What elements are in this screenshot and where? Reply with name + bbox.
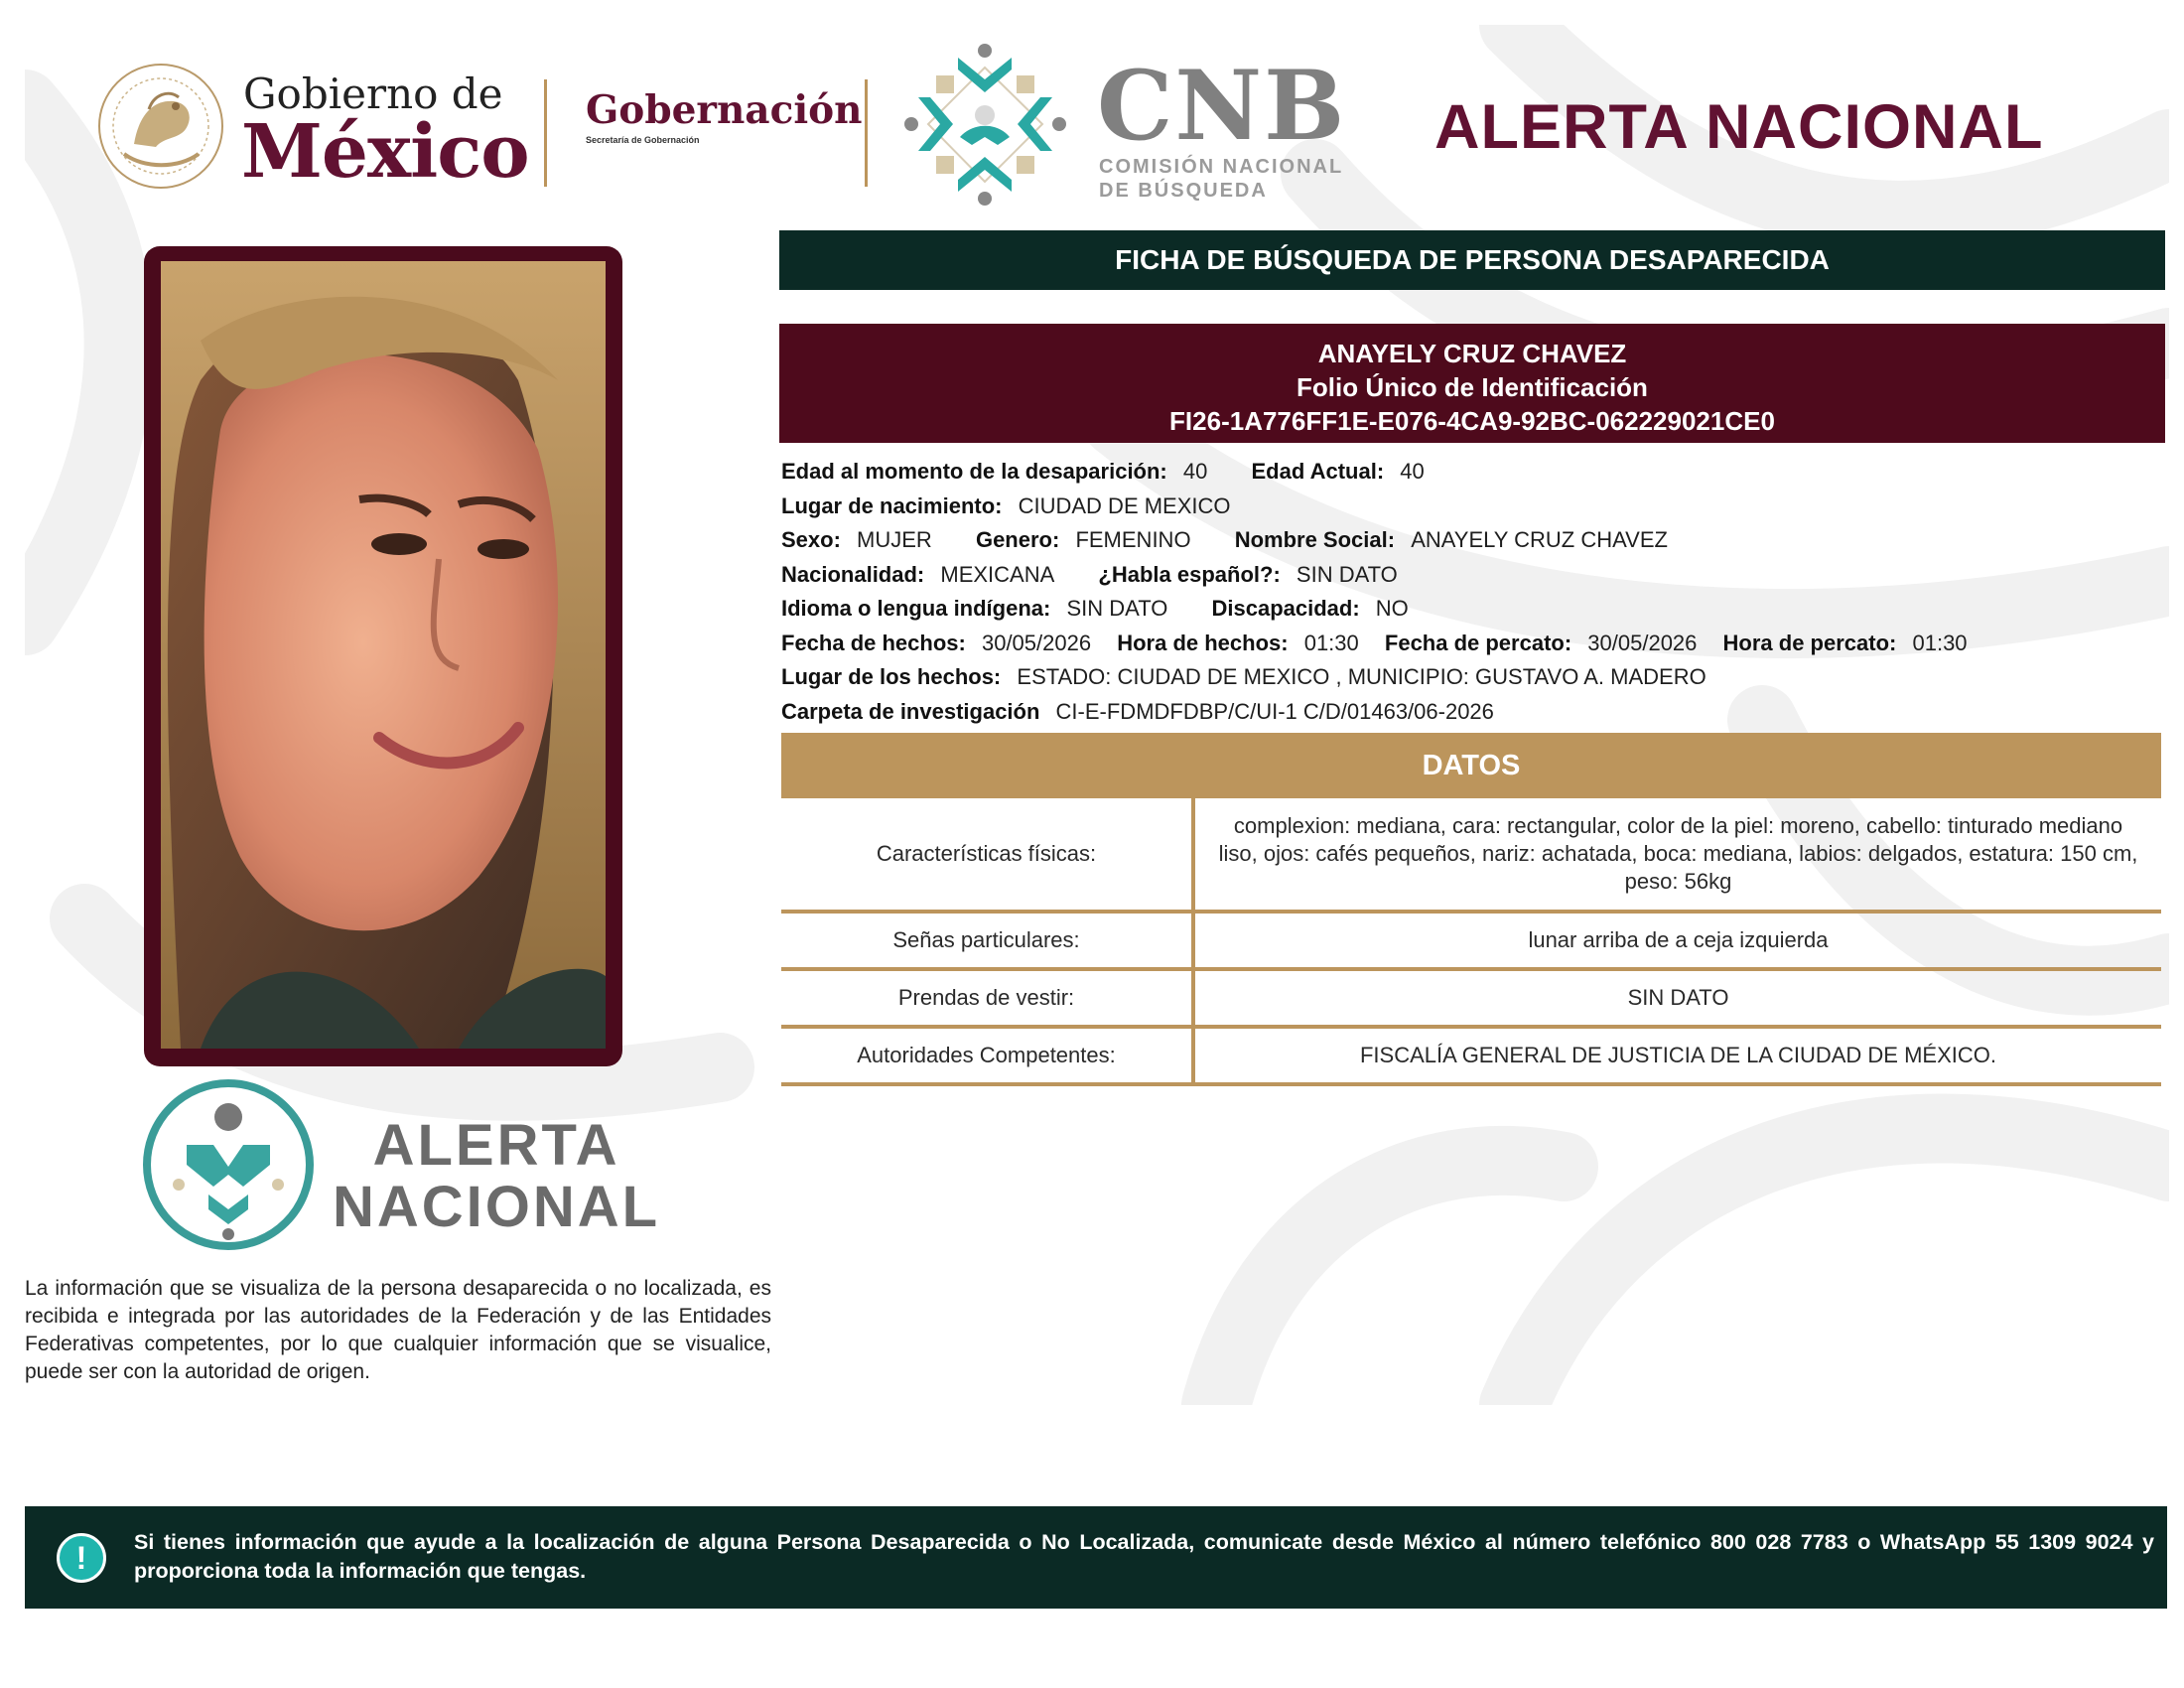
- datos-label: Autoridades Competentes:: [781, 1027, 1193, 1084]
- cnb-title: CNB: [1097, 50, 1347, 162]
- info-row-carpeta: [781, 695, 2161, 730]
- person-name-block: [779, 324, 2165, 443]
- header-separator: [544, 79, 547, 187]
- cnb-subtitle-line2: DE BÚSQUEDA: [1099, 180, 1268, 202]
- alerta-logo-line1: ALERTA: [372, 1113, 620, 1178]
- datos-table: [781, 798, 2161, 1086]
- gobernacion-subtitle: Secretaría de Gobernación: [586, 135, 700, 145]
- gobierno-de-mexico-logo: [94, 60, 529, 195]
- edad-actual-label: Edad Actual:: [1251, 459, 1385, 484]
- table-row: [781, 969, 2161, 1027]
- hora-hechos-label: Hora de hechos:: [1117, 630, 1289, 655]
- disclaimer-text: La información que se visualiza de la persona desaparecida o no localizada, es recibida e integrada por las autoridades de la Federación y de las Entidades Federativas competentes, por lo que cualquier información que se visualice, puede ser con la autoridad de origen.: [25, 1277, 771, 1383]
- hora-percato-value: 01:30: [1912, 630, 1968, 655]
- mexico-text: México: [241, 109, 529, 195]
- fecha-hechos-value: 30/05/2026: [981, 630, 1092, 655]
- gobernacion-title: Gobernación: [586, 87, 863, 133]
- datos-value: lunar arriba de a ceja izquierda: [1193, 912, 2161, 969]
- alerta-logo-text: [333, 1115, 660, 1238]
- sexo-label: Sexo:: [781, 527, 841, 552]
- person-info: [781, 455, 2161, 729]
- nombre-social-label: Nombre Social:: [1234, 527, 1396, 552]
- exclamation-icon: !: [57, 1533, 106, 1583]
- table-row: [781, 1027, 2161, 1084]
- datos-label: Señas particulares:: [781, 912, 1193, 969]
- person-name: ANAYELY CRUZ CHAVEZ: [1317, 339, 1627, 368]
- alerta-nacional-logo: [139, 1075, 665, 1254]
- info-row-sexo: [781, 523, 2161, 558]
- edad-desaparicion-value: 40: [1182, 459, 1208, 484]
- alerta-nacional-title: ALERTA NACIONAL: [1434, 92, 2044, 162]
- habla-espanol-label: ¿Habla español?:: [1098, 561, 1281, 587]
- habla-espanol-value: SIN DATO: [1296, 561, 1398, 587]
- info-row-lugar-hechos: [781, 660, 2161, 695]
- discapacidad-value: NO: [1375, 596, 1409, 621]
- cnb-logo: [898, 38, 1355, 211]
- datos-label: Características físicas:: [781, 798, 1193, 912]
- datos-title-bar: DATOS: [781, 733, 2161, 798]
- carpeta-value: CI-E-FDMDFDBP/C/UI-1 C/D/01463/06-2026: [1055, 698, 1494, 724]
- person-photo-frame: [144, 246, 622, 1066]
- fecha-hechos-label: Fecha de hechos:: [781, 630, 966, 655]
- sexo-value: MUJER: [857, 527, 932, 552]
- ficha-title-bar: FICHA DE BÚSQUEDA DE PERSONA DESAPARECIDA: [779, 230, 2165, 290]
- hora-percato-label: Hora de percato:: [1722, 630, 1897, 655]
- idioma-label: Idioma o lengua indígena:: [781, 596, 1051, 621]
- header-separator: [865, 79, 868, 187]
- info-row-nacionalidad: [781, 558, 2161, 593]
- table-row: [781, 798, 2161, 912]
- info-row-idioma: [781, 592, 2161, 627]
- gobernacion-logo: [586, 87, 863, 157]
- lugar-hechos-value: ESTADO: CIUDAD DE MEXICO , MUNICIPIO: GUSTAVO A. MADERO: [1017, 664, 1706, 689]
- footer-contact-bar: [25, 1506, 2167, 1609]
- footer-contact-text: Si tienes información que ayude a la localización de alguna Persona Desaparecida o No Localizada, comunicate desde México al número telefónico 800 028 7783 o WhatsApp 55 1309 9024 y proporciona toda la información que tengas.: [134, 1530, 2154, 1583]
- alerta-logo-line2: NACIONAL: [333, 1175, 661, 1239]
- person-photo: [161, 261, 606, 1049]
- nombre-social-value: ANAYELY CRUZ CHAVEZ: [1411, 527, 1668, 552]
- discapacidad-label: Discapacidad:: [1211, 596, 1360, 621]
- edad-desaparicion-label: Edad al momento de la desaparición:: [781, 459, 1167, 484]
- escudo-nacional-icon: [94, 60, 228, 194]
- info-row-edad: [781, 455, 2161, 490]
- cnb-subtitle: [1099, 155, 1343, 203]
- datos-value: complexion: mediana, cara: rectangular, color de la piel: moreno, cabello: tinturado mediano liso, ojos: cafés pequeños, nariz: achatada, boca: mediana, labios: delgados, estatura: 150 cm, peso: 56kg: [1193, 798, 2161, 912]
- nacionalidad-value: MEXICANA: [940, 561, 1055, 587]
- folio-number: FI26-1A776FF1E-E076-4CA9-92BC-062229021CE0: [1169, 406, 1775, 436]
- info-row-nacimiento: [781, 490, 2161, 524]
- datos-value: SIN DATO: [1193, 969, 2161, 1027]
- fecha-percato-value: 30/05/2026: [1587, 630, 1698, 655]
- cnb-subtitle-line1: COMISIÓN NACIONAL: [1099, 156, 1344, 178]
- edad-actual-value: 40: [1400, 459, 1425, 484]
- info-row-fechas: [781, 627, 2161, 661]
- table-row: [781, 912, 2161, 969]
- idioma-value: SIN DATO: [1066, 596, 1168, 621]
- carpeta-label: Carpeta de investigación: [781, 698, 1040, 724]
- fecha-percato-label: Fecha de percato:: [1384, 630, 1572, 655]
- lugar-nacimiento-value: CIUDAD DE MEXICO: [1018, 492, 1231, 518]
- folio-label: Folio Único de Identificación: [1297, 372, 1648, 402]
- gobierno-de-text: Gobierno de: [243, 70, 503, 118]
- datos-value: FISCALÍA GENERAL DE JUSTICIA DE LA CIUDAD DE MÉXICO.: [1193, 1027, 2161, 1084]
- hora-hechos-value: 01:30: [1303, 630, 1359, 655]
- lugar-nacimiento-label: Lugar de nacimiento:: [781, 492, 1003, 518]
- cnb-emblem-icon: [898, 38, 1072, 211]
- lugar-hechos-label: Lugar de los hechos:: [781, 664, 1002, 689]
- genero-value: FEMENINO: [1075, 527, 1191, 552]
- alerta-emblem-icon: [139, 1075, 318, 1254]
- datos-label: Prendas de vestir:: [781, 969, 1193, 1027]
- nacionalidad-label: Nacionalidad:: [781, 561, 925, 587]
- genero-label: Genero:: [975, 527, 1060, 552]
